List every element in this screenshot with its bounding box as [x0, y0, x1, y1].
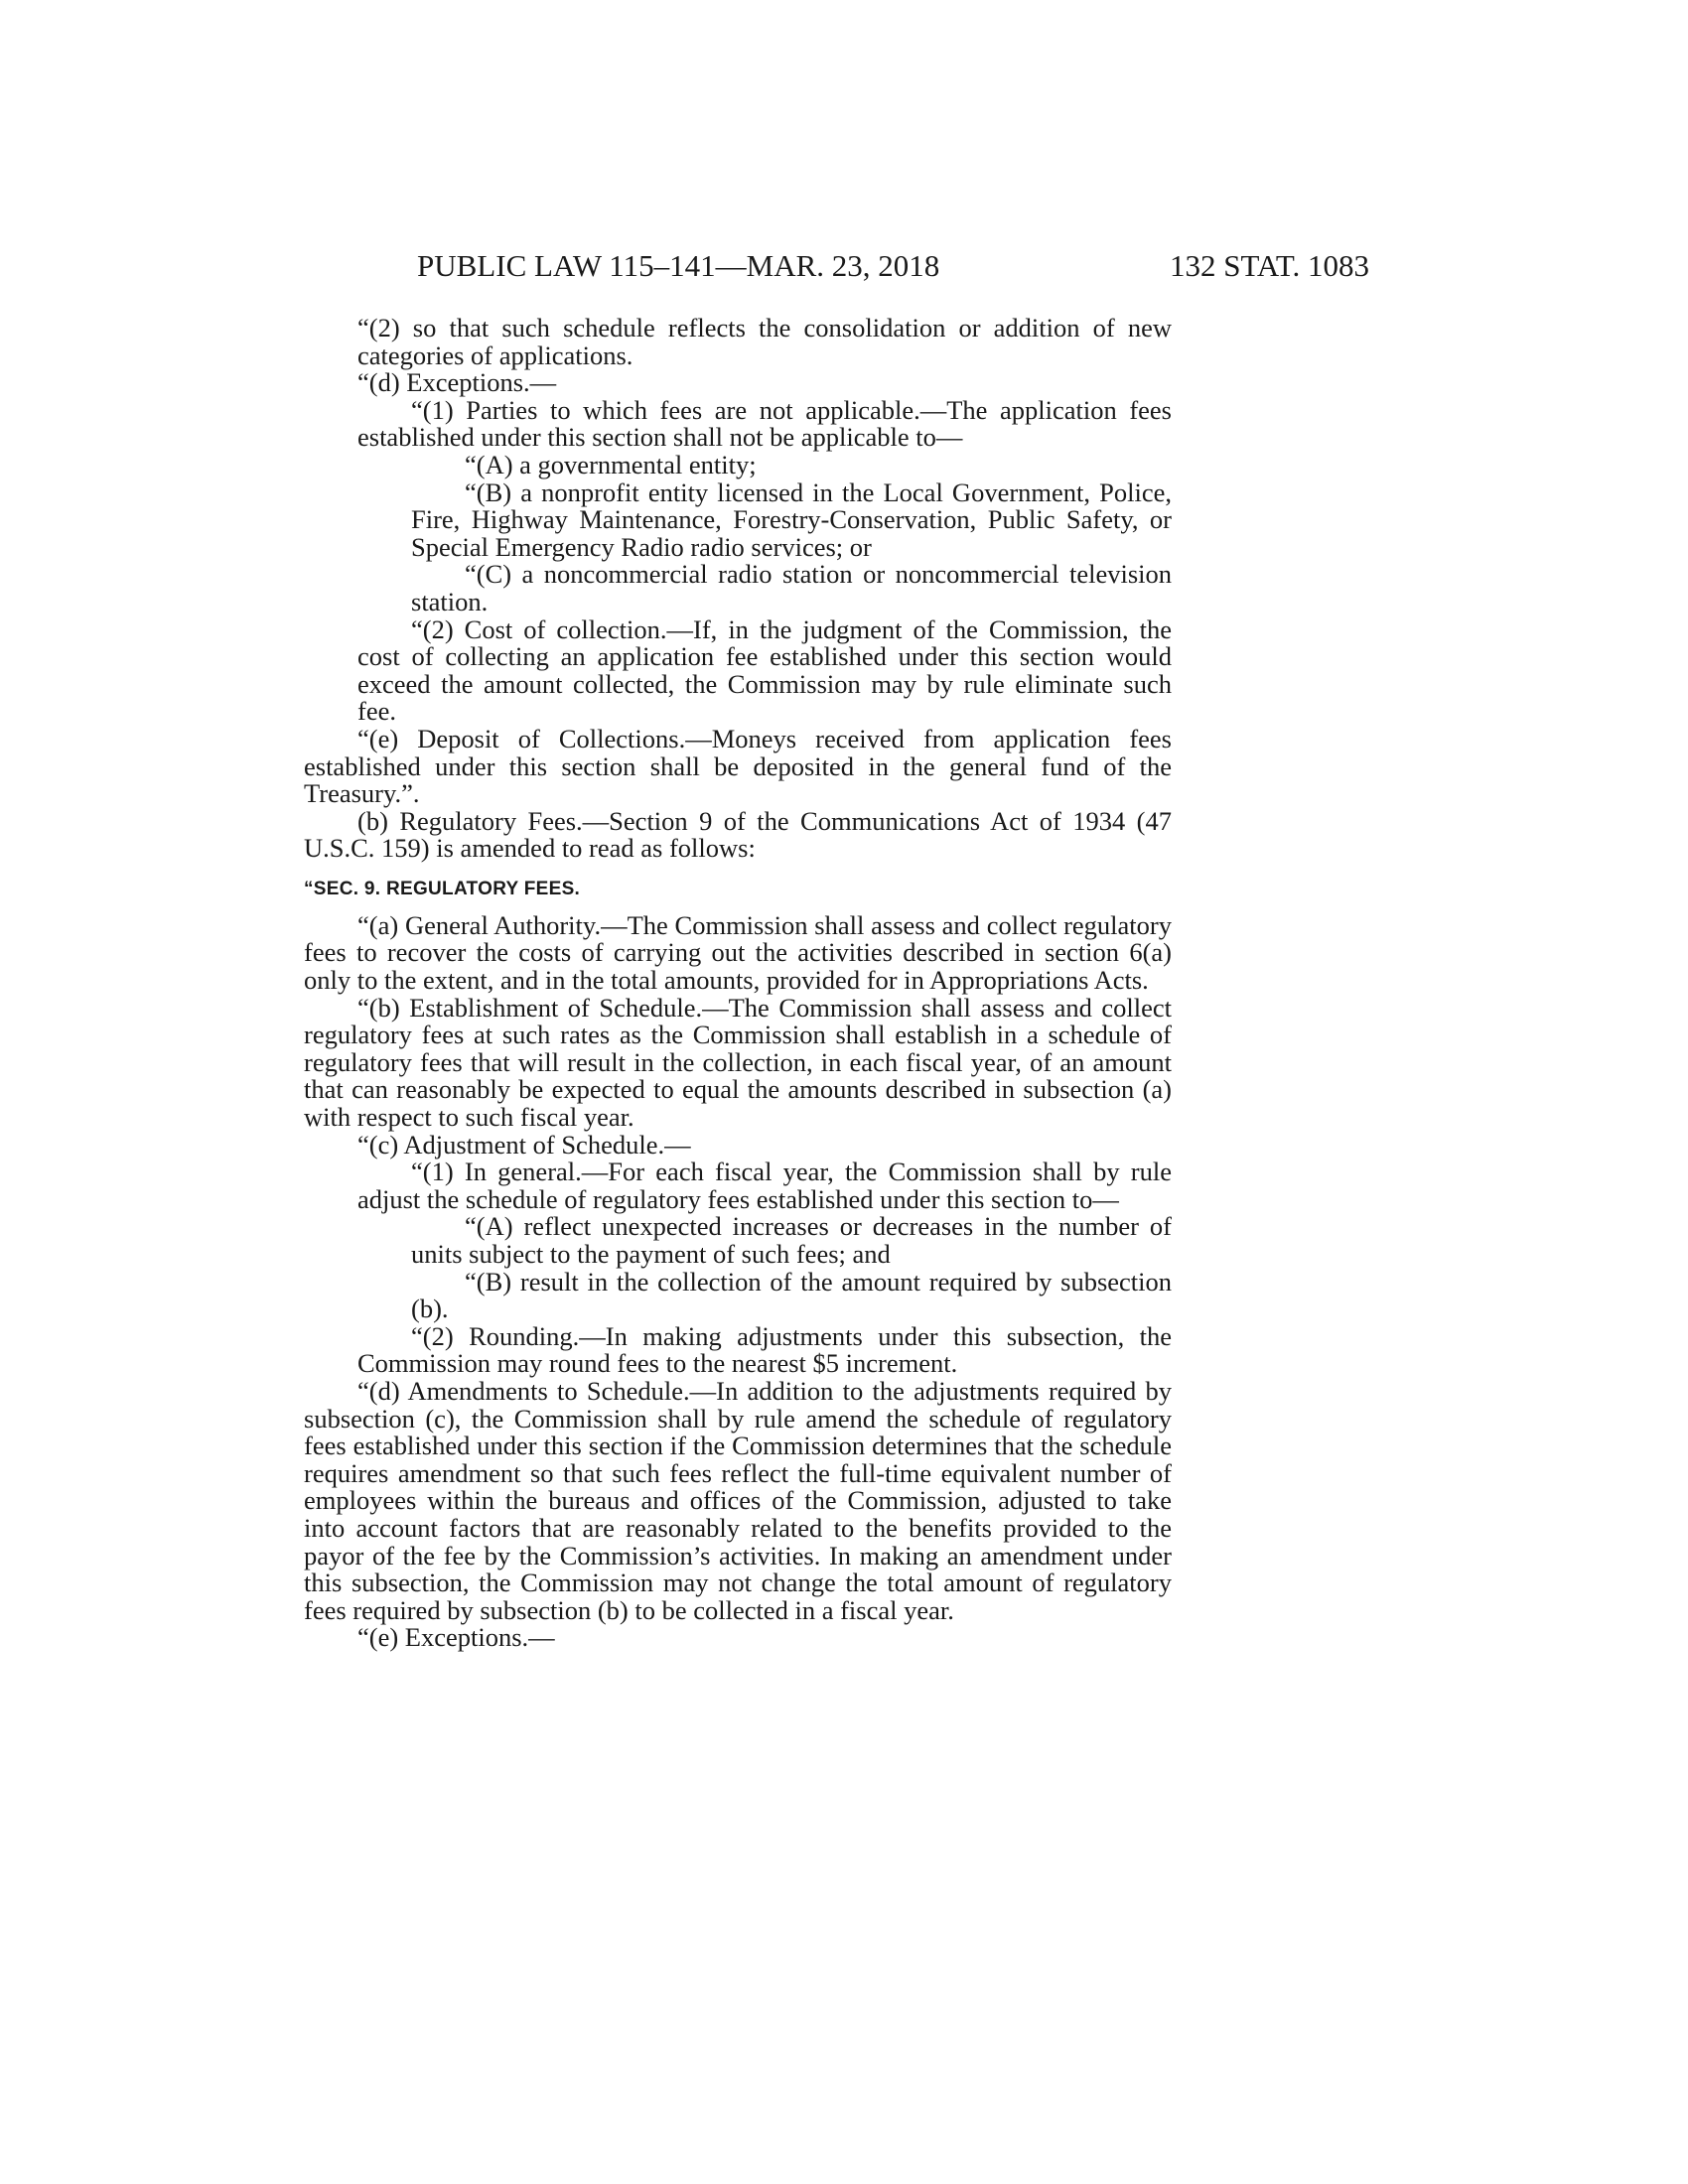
paragraph: “(2) Rounding.—In making adjustments under this subsection, the Commission may round fees to the nearest $5 increment.	[357, 1320, 1172, 1379]
paragraph: “(A) a governmental entity;	[465, 449, 757, 479]
paragraph: “(b) Establishment of Schedule.—The Commission shall assess and collect regulatory fees at such rates as the Commission shall establish in a schedule of regulatory fees that will result in the collection, in each fiscal year, of an amount that can reasonably be expected to equal the amounts described in subsection (a) with respect to such fiscal year.	[304, 992, 1172, 1133]
paragraph: “(d) Exceptions.—	[357, 367, 557, 398]
paragraph: “(2) Cost of collection.—If, in the judgment of the Commission, the cost of collecting an application fee established under this section would exceed the amount collected, the Commission may by rule eliminate such fee.	[357, 614, 1172, 727]
page-header	[417, 246, 1369, 286]
paragraph: “(2) so that such schedule reflects the consolidation or addition of new categories of applications.	[357, 313, 1172, 370]
paragraph: (b) Regulatory Fees.—Section 9 of the Communications Act of 1934 (47 U.S.C. 159) is amended to read as follows:	[304, 805, 1172, 864]
section-heading: “SEC. 9. REGULATORY FEES.	[304, 878, 581, 899]
document-body	[304, 315, 1172, 1652]
paragraph: “(B) a nonprofit entity licensed in the Local Government, Police, Fire, Highway Maintenance, Forestry-Conservation, Public Safety, or Special Emergency Radio radio services; or	[411, 477, 1172, 562]
paragraph: “(e) Exceptions.—	[357, 1622, 555, 1653]
paragraph: “(1) Parties to which fees are not applicable.—The application fees established under this section shall not be applicable to—	[357, 394, 1172, 453]
paragraph: “(e) Deposit of Collections.—Moneys received from application fees established under this section shall be deposited in the general fund of the Treasury.”.	[304, 723, 1172, 809]
paragraph: “(c) Adjustment of Schedule.—	[357, 1129, 691, 1160]
paragraph: “(C) a noncommercial radio station or noncommercial television station.	[411, 559, 1172, 616]
public-law-citation: PUBLIC LAW 115–141—MAR. 23, 2018	[417, 248, 940, 283]
statute-page-number: 132 STAT. 1083	[1169, 248, 1369, 283]
paragraph: “(1) In general.—For each fiscal year, the Commission shall by rule adjust the schedule of regulatory fees established under this section to—	[357, 1157, 1172, 1214]
paragraph: “(B) result in the collection of the amount required by subsection (b).	[411, 1266, 1172, 1324]
paragraph: “(A) reflect unexpected increases or decreases in the number of units subject to the payment of such fees; and	[411, 1211, 1172, 1269]
paragraph: “(a) General Authority.—The Commission shall assess and collect regulatory fees to recover the costs of carrying out the activities described in section 6(a) only to the extent, and in the total amounts, provided for in Appropriations Acts.	[304, 909, 1172, 996]
paragraph: “(d) Amendments to Schedule.—In addition to the adjustments required by subsection (c), the Commission shall by rule amend the schedule of regulatory fees established under this section if the Commission determines that the schedule requires amendment so that such fees reflect the full-time equivalent number of employees within the bureaus and offices of the Commission, adjusted to take into account factors that are reasonably related to the benefits provided to the payor of the fee by the Commission’s activities. In making an amendment under this subsection, the Commission may not change the total amount of regulatory fees required by subsection (b) to be collected in a fiscal year.	[304, 1375, 1172, 1625]
